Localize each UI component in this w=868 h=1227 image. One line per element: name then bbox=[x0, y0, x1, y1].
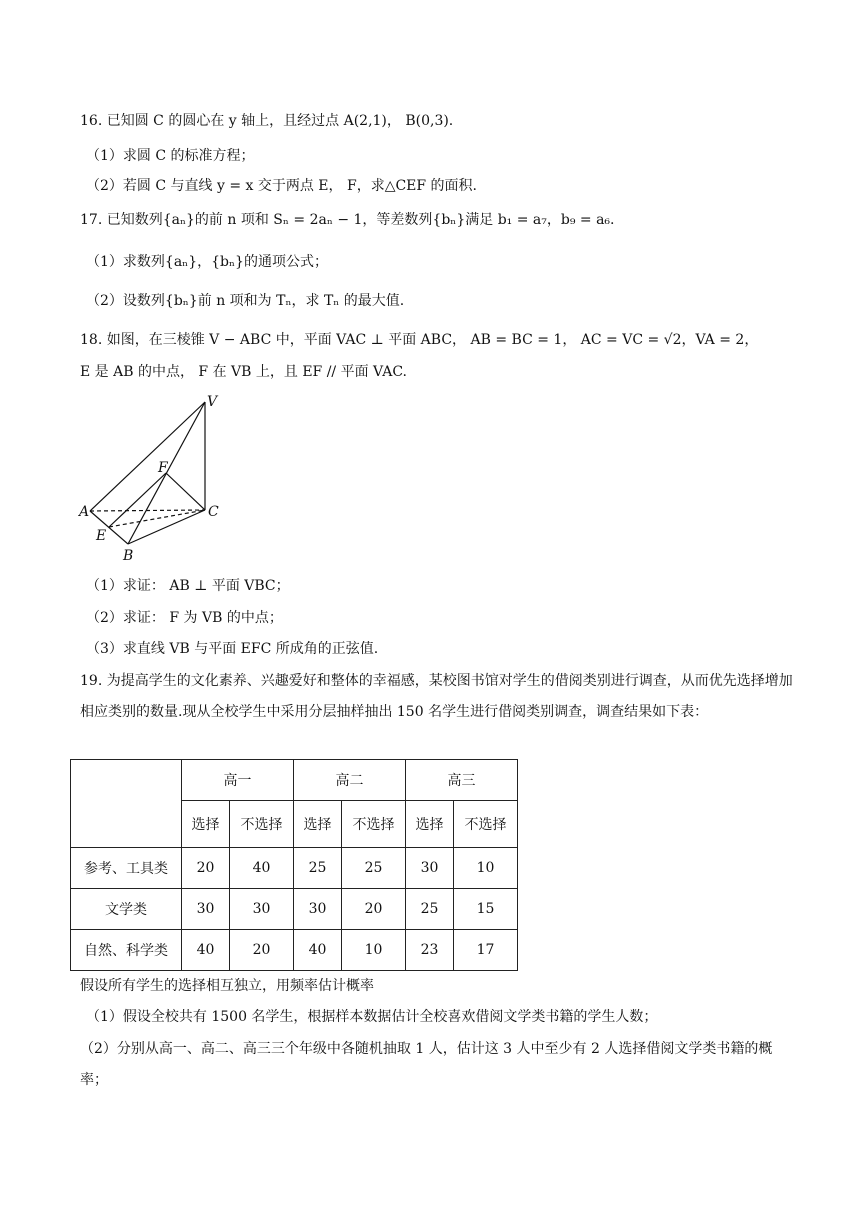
table-cell: 30 bbox=[294, 889, 342, 930]
label-v: V bbox=[207, 394, 218, 410]
grade-header: 高三 bbox=[406, 760, 518, 801]
q16-part1: （1）求圆 C 的标准方程； bbox=[86, 148, 255, 164]
q16-stem: 16. 已知圆 C 的圆心在 y 轴上，且经过点 A(2,1)， B(0,3). bbox=[80, 113, 454, 129]
label-b: B bbox=[123, 548, 134, 564]
sub-header: 选择 bbox=[182, 801, 230, 848]
table-cell: 25 bbox=[342, 848, 406, 889]
row-label: 自然、科学类 bbox=[71, 930, 182, 971]
table-cell: 40 bbox=[294, 930, 342, 971]
q17-part2: （2）设数列{bₙ}前 n 项和为 Tₙ，求 Tₙ 的最大值. bbox=[86, 293, 405, 309]
sub-header: 不选择 bbox=[342, 801, 406, 848]
table-cell: 10 bbox=[454, 848, 518, 889]
table-cell: 30 bbox=[182, 889, 230, 930]
edge-va bbox=[90, 402, 205, 511]
table-cell: 40 bbox=[230, 848, 294, 889]
q16-part2: （2）若圆 C 与直线 y = x 交于两点 E， F，求△CEF 的面积. bbox=[86, 178, 478, 194]
table-cell: 25 bbox=[294, 848, 342, 889]
q17-stem: 17. 已知数列{aₙ}的前 n 项和 Sₙ = 2aₙ − 1，等差数列{bₙ}满足 b₁ = a₇，b₉ = a₆. bbox=[80, 212, 615, 228]
grade-header: 高一 bbox=[182, 760, 294, 801]
table-cell: 20 bbox=[230, 930, 294, 971]
label-c: C bbox=[208, 504, 219, 520]
label-f: F bbox=[158, 460, 168, 476]
table-cell: 20 bbox=[342, 889, 406, 930]
table-cell: 20 bbox=[182, 848, 230, 889]
table-corner bbox=[71, 760, 182, 848]
edge-fc bbox=[166, 473, 205, 510]
table-cell: 17 bbox=[454, 930, 518, 971]
label-a: A bbox=[79, 504, 90, 520]
tetrahedron-figure bbox=[78, 392, 228, 564]
label-e: E bbox=[96, 528, 107, 544]
row-label: 参考、工具类 bbox=[71, 848, 182, 889]
q18-stem-line2: E 是 AB 的中点， F 在 VB 上，且 EF // 平面 VAC. bbox=[80, 364, 407, 380]
table-cell: 25 bbox=[406, 889, 454, 930]
table-cell: 40 bbox=[182, 930, 230, 971]
sub-header: 选择 bbox=[406, 801, 454, 848]
table-cell: 30 bbox=[406, 848, 454, 889]
sub-header: 选择 bbox=[294, 801, 342, 848]
q17-part1: （1）求数列{aₙ}，{bₙ}的通项公式； bbox=[86, 254, 328, 270]
q18-part3: （3）求直线 VB 与平面 EFC 所成角的正弦值. bbox=[86, 641, 379, 657]
table-cell: 30 bbox=[230, 889, 294, 930]
table-cell: 15 bbox=[454, 889, 518, 930]
q18-part1: （1）求证： AB ⊥ 平面 VBC； bbox=[86, 578, 290, 594]
q19-assumption: 假设所有学生的选择相互独立，用频率估计概率 bbox=[80, 978, 374, 994]
survey-table bbox=[70, 759, 518, 971]
q18-part2: （2）求证： F 为 VB 的中点； bbox=[86, 610, 283, 626]
table-row bbox=[71, 889, 518, 930]
sub-header: 不选择 bbox=[454, 801, 518, 848]
edge-bc bbox=[128, 510, 205, 544]
row-label: 文学类 bbox=[71, 889, 182, 930]
table-cell: 10 bbox=[342, 930, 406, 971]
table-row bbox=[71, 930, 518, 971]
table-cell: 23 bbox=[406, 930, 454, 971]
q18-stem-line1: 18. 如图，在三棱锥 V − ABC 中，平面 VAC ⊥ 平面 ABC， AB = BC = 1， AC = VC = √2，VA = 2， bbox=[80, 332, 759, 348]
sub-header: 不选择 bbox=[230, 801, 294, 848]
grade-header: 高二 bbox=[294, 760, 406, 801]
edge-ac-dashed bbox=[90, 510, 205, 511]
q19-intro: 19. 为提高学生的文化素养、兴趣爱好和整体的幸福感，某校图书馆对学生的借阅类别进行调查，从而优先选择增加相应类别的数量.现从全校学生中采用分层抽样抽出 150 名学生进行借阅类别调查，调查结果如下表： bbox=[80, 673, 793, 720]
q19-part2: （2）分别从高一、高二、高三三个年级中各随机抽取 1 人，估计这 3 人中至少有 2 人选择借阅文学类书籍的概率； bbox=[80, 1041, 773, 1088]
table-row bbox=[71, 848, 518, 889]
q19-part1: （1）假设全校共有 1500 名学生，根据样本数据估计全校喜欢借阅文学类书籍的学生人数； bbox=[86, 1009, 658, 1025]
